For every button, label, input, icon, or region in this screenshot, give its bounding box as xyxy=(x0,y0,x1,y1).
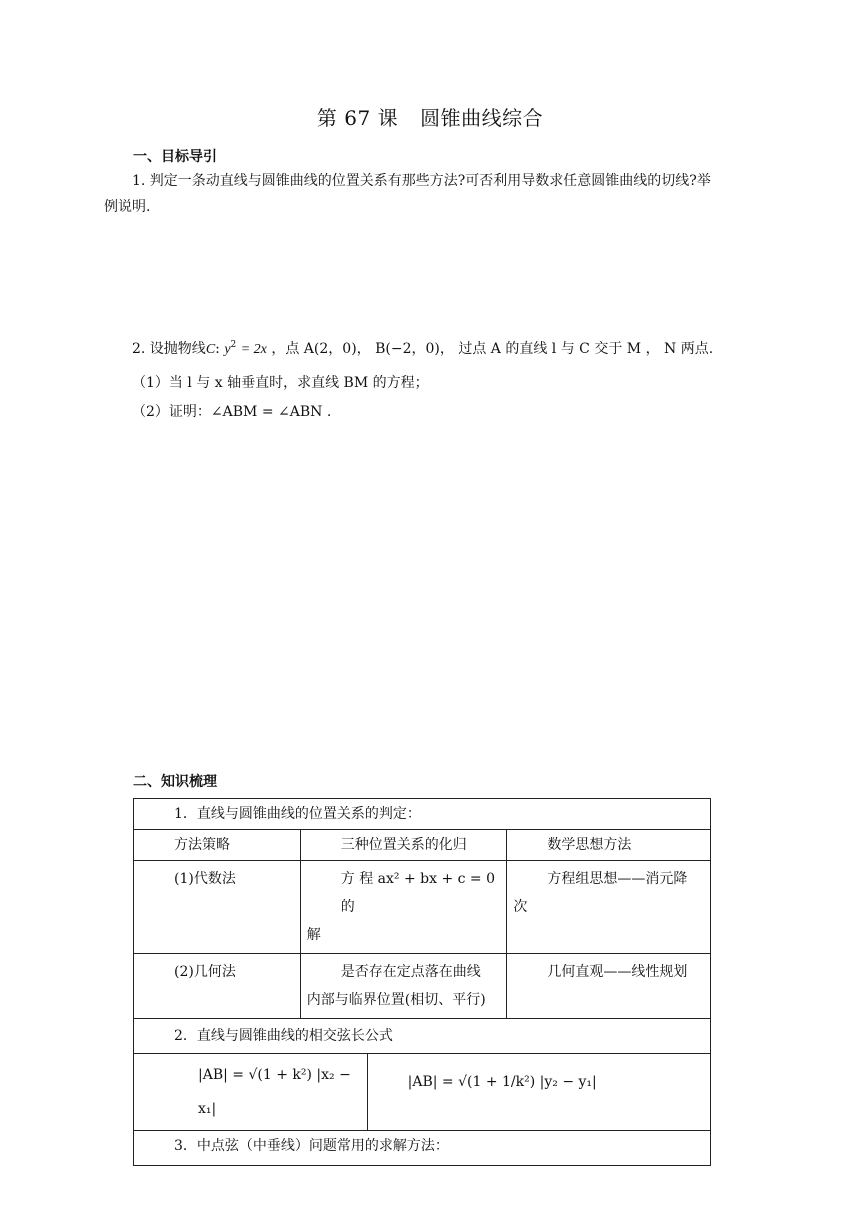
question-2-rest: 过点 A 的直线 l 与 C 交于 M ， N 两点. xyxy=(458,341,714,357)
formula-right: |AB| = √(1 + 1/k²) |y₂ − y₁| xyxy=(407,1074,597,1090)
table-row xyxy=(134,954,711,1019)
method-algebraic: (1)代数法 xyxy=(174,871,236,887)
question-1-line-2: 例说明. xyxy=(104,199,151,215)
equation-y: y xyxy=(224,342,231,357)
point-b: B(−2，0)， xyxy=(375,341,454,357)
section-heading-knowledge: 二、知识梳理 xyxy=(133,774,217,790)
method-geometric: (2)几何法 xyxy=(174,964,236,980)
reduction-geometric: 是否存在定点落在曲线 内部与临界位置(相切、平行) xyxy=(306,964,486,1008)
header-method: 方法策略 xyxy=(134,830,301,861)
question-1 xyxy=(104,168,744,220)
page-title xyxy=(0,102,860,131)
question-2-part-2: （2）证明：∠ABM = ∠ABN . xyxy=(132,404,332,420)
table-row-position-judgment: 1．直线与圆锥曲线的位置关系的判定： xyxy=(134,799,711,830)
question-2-prefix: 2. 设抛物线 xyxy=(132,341,206,357)
table-header-row xyxy=(134,830,711,861)
table-row xyxy=(134,861,711,954)
formula-left: |AB| = √(1 + k²) |x₂ − x₁| xyxy=(198,1067,351,1117)
table-row-midpoint-chord: 3．中点弦（中垂线）问题常用的求解方法： xyxy=(134,1131,711,1166)
table-row-chord-length: 2．直线与圆锥曲线的相交弦长公式 xyxy=(134,1019,711,1054)
formula-right-cell xyxy=(367,1054,710,1131)
section-heading-goals: 一、目标导引 xyxy=(133,149,217,165)
curve-label: C xyxy=(205,342,216,357)
question-1-line-1: 1. 判定一条动直线与圆锥曲线的位置关系有那些方法?可否利用导数求任意圆锥曲线的切线?举 xyxy=(132,173,711,189)
point-a: ，点 A(2，0)， xyxy=(271,341,371,357)
reduction-algebraic: 方 程 ax² + bx + c = 0 的 解 xyxy=(306,871,496,943)
equation-rest: = 2x xyxy=(240,342,267,357)
thought-algebraic: 方程组思想——消元降 次 xyxy=(513,871,688,915)
lesson-number: 第 67 课 xyxy=(316,106,399,130)
colon: : xyxy=(215,341,220,357)
question-2-part-1: （1）当 l 与 x 轴垂直时，求直线 BM 的方程； xyxy=(132,375,429,391)
header-reduction: 三种位置关系的化归 xyxy=(300,830,507,861)
question-2: 2. 设抛物线C: $y^2 = 2x$ ，点 A(2，0)， B(−2，0)， 过点 A 的直线 l 与 C 交于 M ， N 两点. xyxy=(132,340,714,357)
header-thought: 数学思想方法 xyxy=(507,830,711,861)
formula-row xyxy=(134,1054,711,1131)
thought-geometric: 几何直观——线性规划 xyxy=(547,964,688,980)
knowledge-table xyxy=(133,798,711,1166)
lesson-topic: 圆锥曲线综合 xyxy=(420,106,544,130)
formula-left-cell xyxy=(134,1054,368,1131)
